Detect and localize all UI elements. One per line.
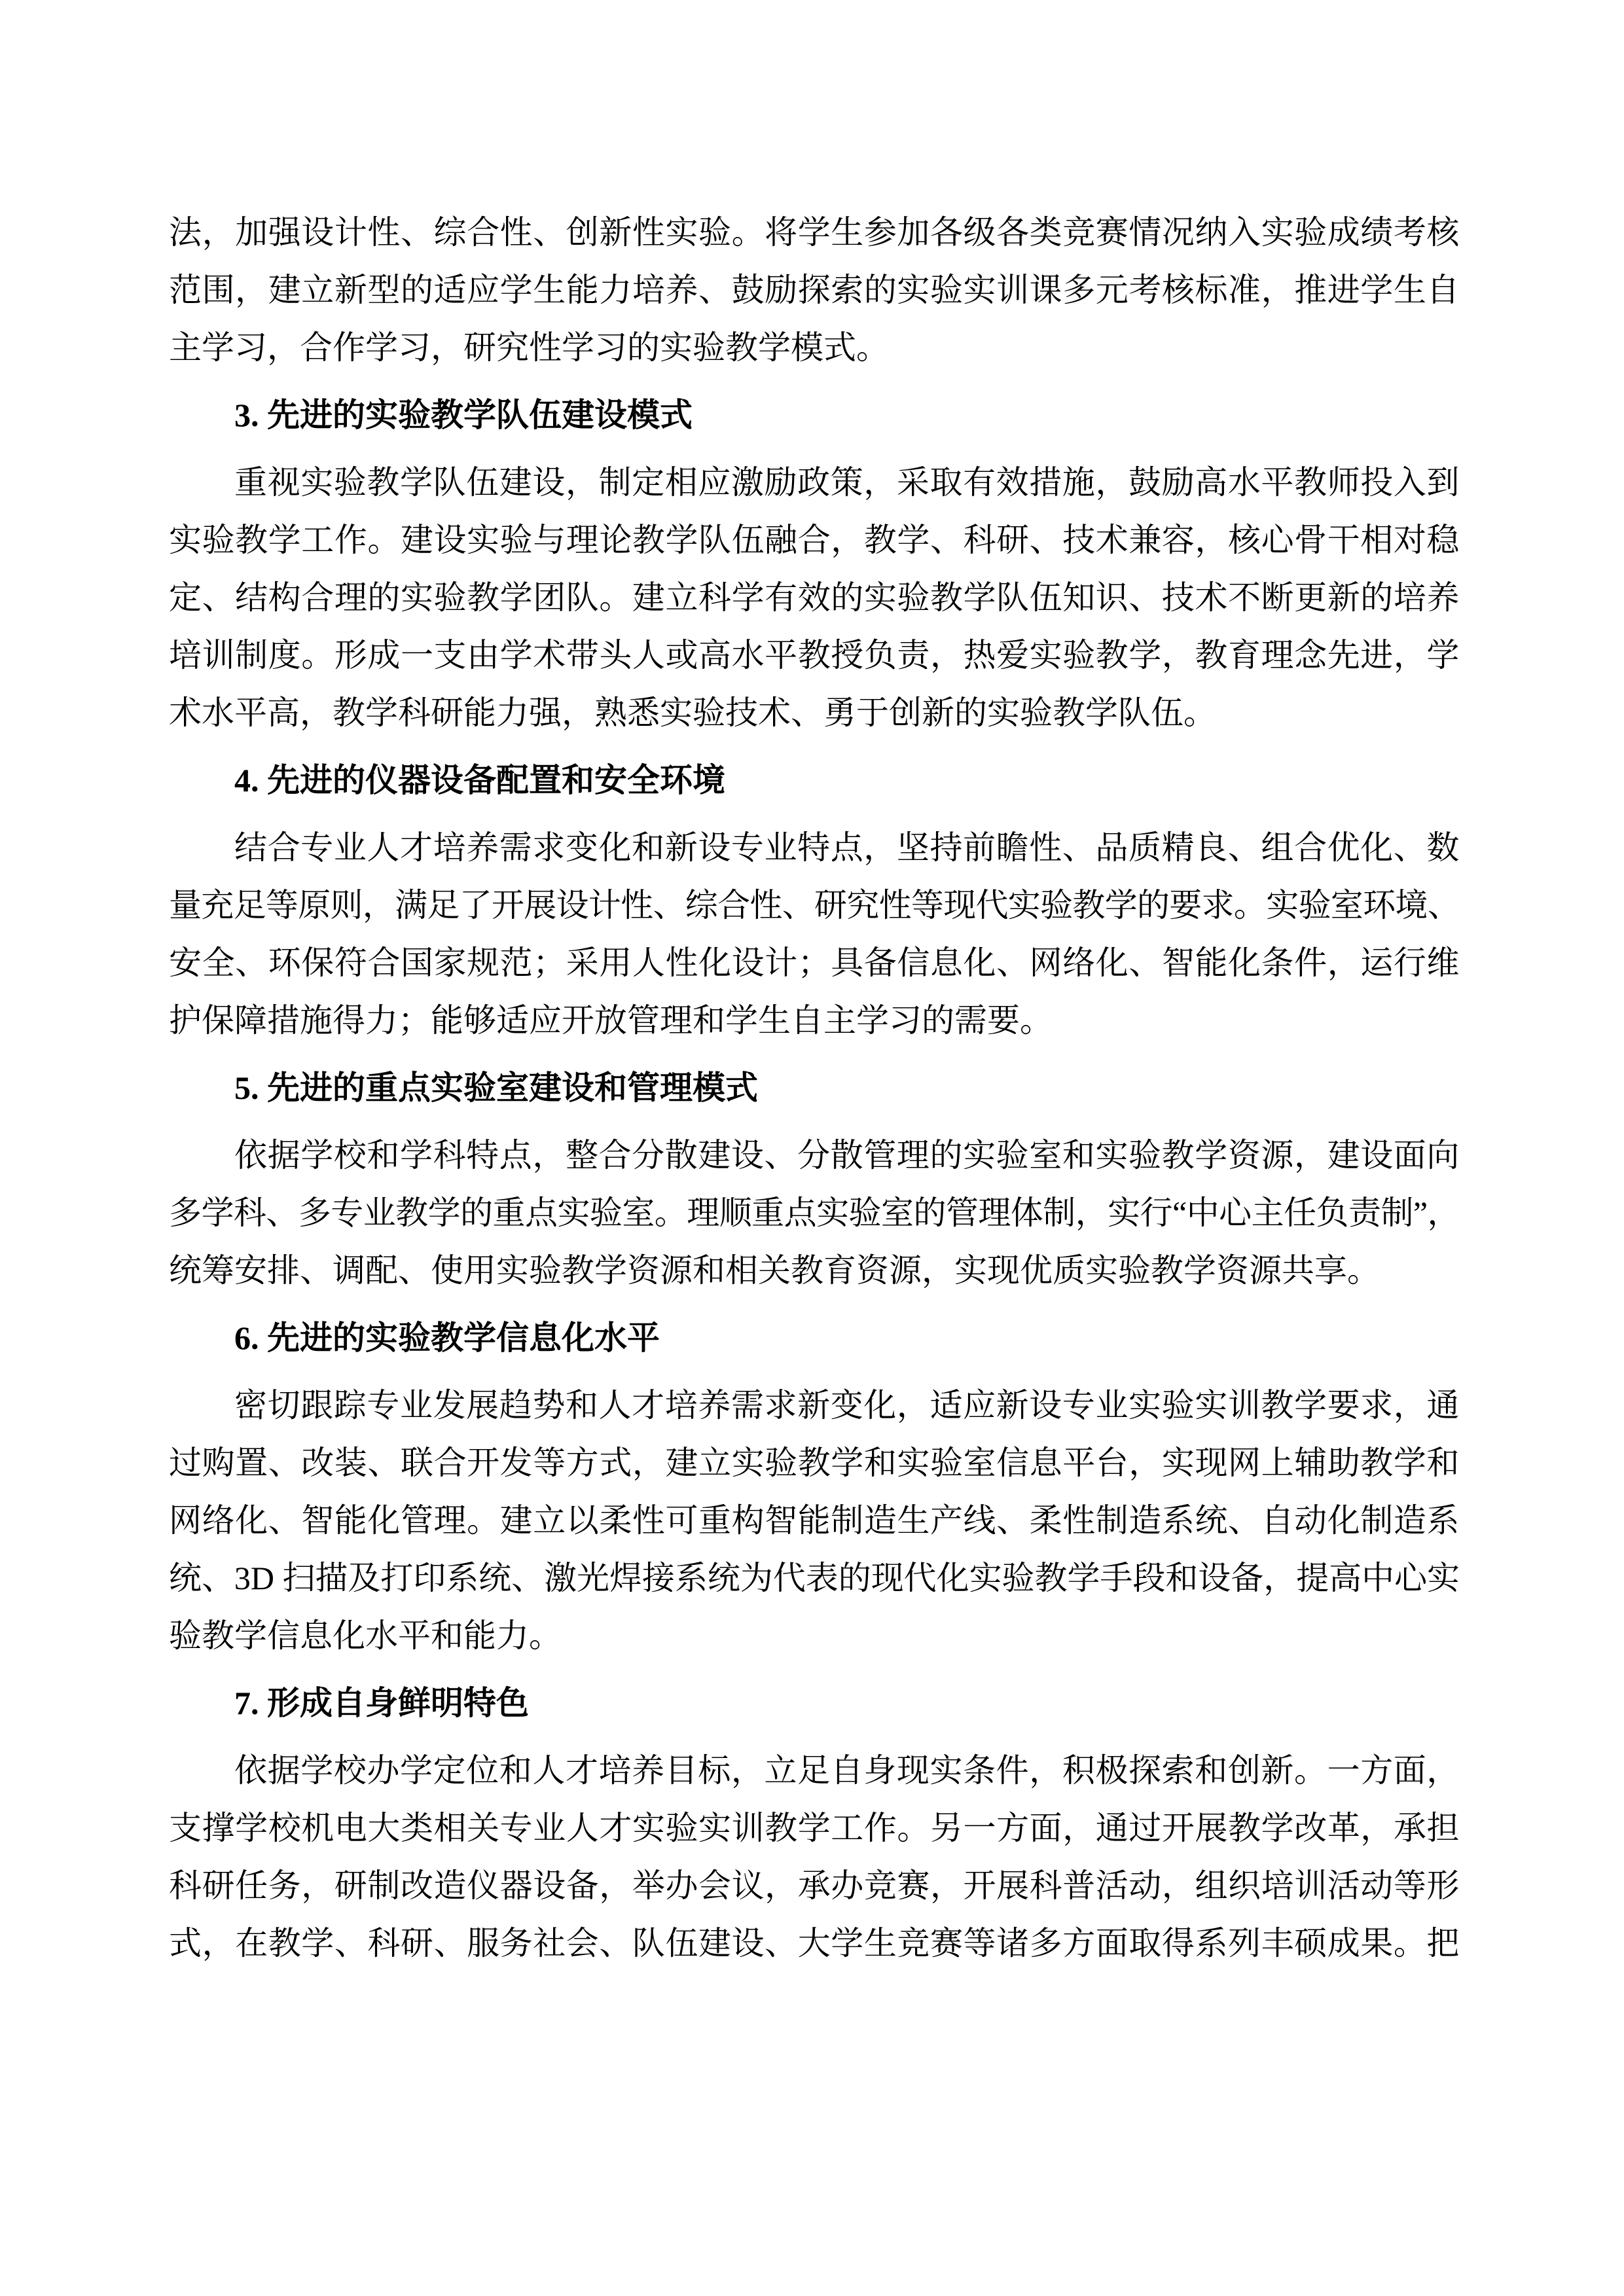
text-line [169,1242,1460,1299]
document-body [169,204,1460,1972]
text-line [169,876,1460,934]
text-line-content: 范围，建立新型的适应学生能力培养、鼓励探索的实验实训课多元考核标准，推进学生自 [169,272,1460,308]
text-line [169,204,1460,261]
text-line-content: 网络化、智能化管理。建立以柔性可重构智能制造生产线、柔性制造系统、自动化制造系 [169,1502,1460,1539]
text-line-content: 重视实验教学队伍建设，制定相应激励政策，采取有效措施，鼓励高水平教师投入到 [234,464,1460,501]
text-line [169,1857,1460,1914]
text-line [169,1742,1460,1799]
text-line-content: 依据学校办学定位和人才培养目标，立足自身现实条件，积极探索和创新。一方面， [234,1752,1460,1789]
text-line-content: 培训制度。形成一支由学术带头人或高水平教授负责，热爱实验教学，教育理念先进，学 [169,637,1460,673]
text-line-content: 密切跟踪专业发展趋势和人才培养需求新变化，适应新设专业实验实训教学要求，通 [234,1387,1460,1424]
text-line-content: 多学科、多专业教学的重点实验室。理顺重点实验室的管理体制，实行“中心主任负责制”， [169,1194,1460,1231]
text-line-content: 定、结构合理的实验教学团队。建立科学有效的实验教学队伍知识、技术不断更新的培养 [169,579,1460,616]
text-line [169,1607,1460,1664]
text-line [169,684,1460,742]
text-line [169,454,1460,511]
text-line [169,1492,1460,1549]
text-line [169,819,1460,876]
text-line [169,1549,1460,1607]
text-line-content: 护保障措施得力；能够适应开放管理和学生自主学习的需要。 [169,1002,1053,1039]
text-line [169,511,1460,569]
text-line-content: 主学习，合作学习，研究性学习的实验教学模式。 [169,329,889,366]
text-line-content: 支撑学校机电大类相关专业人才实验实训教学工作。另一方面，通过开展教学改革，承担 [169,1810,1460,1846]
text-line [169,1376,1460,1434]
text-line-content: 量充足等原则，满足了开展设计性、综合性、研究性等现代实验教学的要求。实验室环境、 [169,887,1460,924]
text-line [169,1184,1460,1242]
text-line [169,1914,1460,1972]
text-line-content: 式，在教学、科研、服务社会、队伍建设、大学生竞赛等诸多方面取得系列丰硕成果。把 [169,1925,1460,1962]
text-line-content: 科研任务，研制改造仪器设备，举办会议，承办竞赛，开展科普活动，组织培训活动等形 [169,1867,1460,1904]
text-line [169,1434,1460,1492]
text-line [169,1799,1460,1857]
text-line-content: 过购置、改装、联合开发等方式，建立实验教学和实验室信息平台，实现网上辅助教学和 [169,1444,1460,1481]
text-line-content: 术水平高，教学科研能力强，熟悉实验技术、勇于创新的实验教学队伍。 [169,694,1216,731]
text-line-content: 实验教学工作。建设实验与理论教学队伍融合，教学、科研、技术兼容，核心骨干相对稳 [169,522,1460,558]
section-heading: 7. 形成自身鲜明特色 [234,1685,529,1721]
section-heading: 5. 先进的重点实验室建设和管理模式 [234,1069,758,1106]
section-heading: 6. 先进的实验教学信息化水平 [234,1319,660,1356]
text-line-content: 统、3D 扫描及打印系统、激光焊接系统为代表的现代化实验教学手段和设备，提高中心实 [169,1560,1460,1596]
section-heading: 4. 先进的仪器设备配置和安全环境 [234,762,725,798]
text-line [169,319,1460,376]
text-line-content: 统筹安排、调配、使用实验教学资源和相关教育资源，实现优质实验教学资源共享。 [169,1252,1380,1289]
text-line [169,992,1460,1049]
text-line [169,261,1460,319]
section-heading: 3. 先进的实验教学队伍建设模式 [234,397,693,433]
text-line-content: 法，加强设计性、综合性、创新性实验。将学生参加各级各类竞赛情况纳入实验成绩考核 [169,214,1460,251]
text-line [169,934,1460,992]
text-line-content: 安全、环保符合国家规范；采用人性化设计；具备信息化、网络化、智能化条件，运行维 [169,944,1460,981]
text-line [169,569,1460,626]
text-line-content: 验教学信息化水平和能力。 [169,1617,562,1654]
text-line [169,626,1460,684]
text-line-content: 依据学校和学科特点，整合分散建设、分散管理的实验室和实验教学资源，建设面向 [234,1137,1460,1174]
text-line [169,1126,1460,1184]
text-line-content: 结合专业人才培养需求变化和新设专业特点，坚持前瞻性、品质精良、组合优化、数 [234,829,1460,866]
